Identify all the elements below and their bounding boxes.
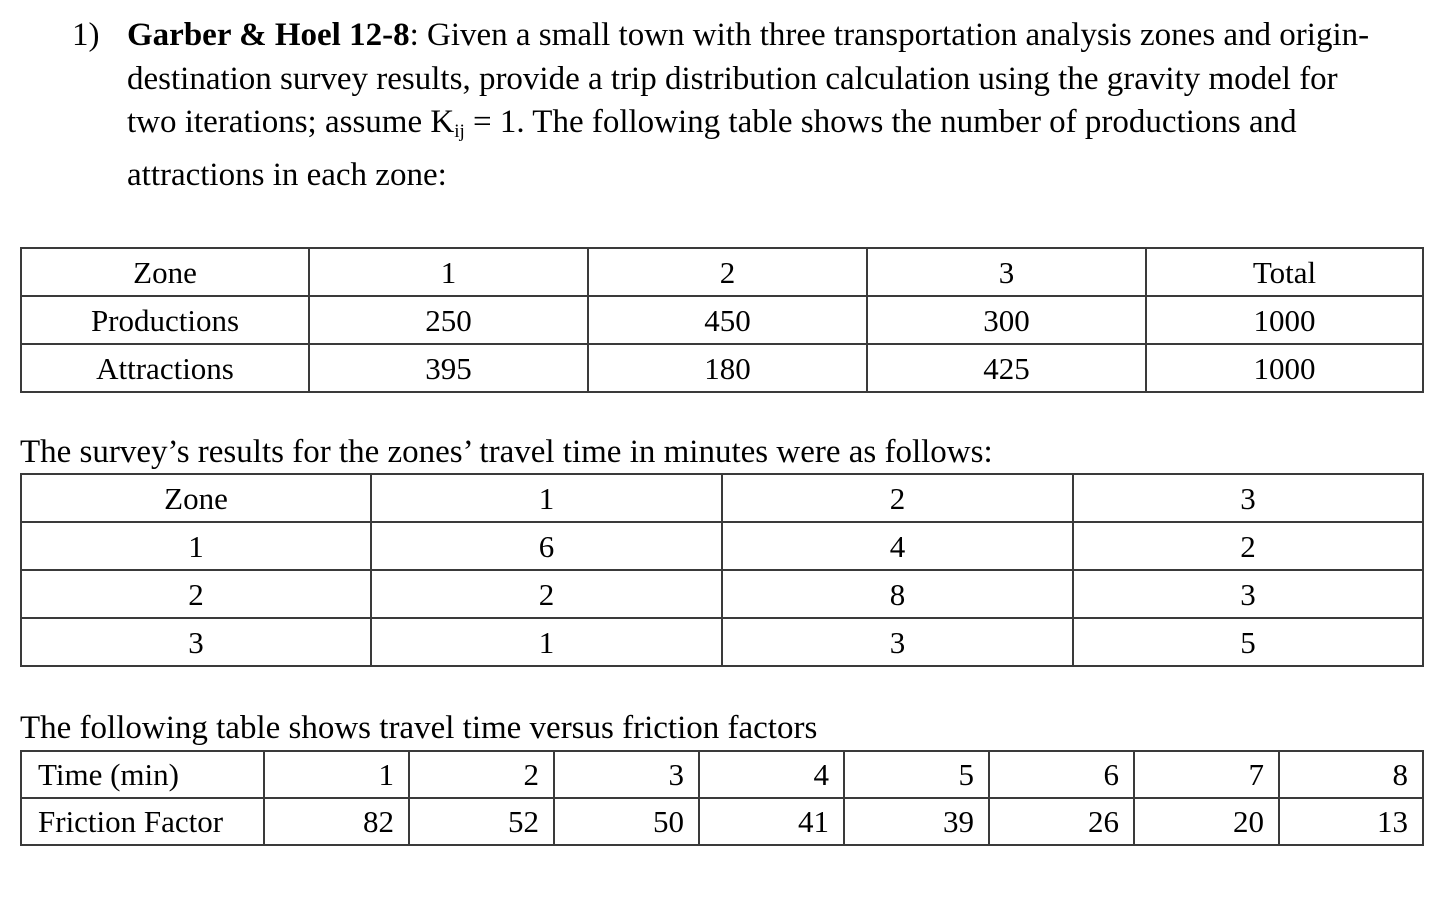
header-cell: Zone <box>21 474 371 522</box>
header-cell: 3 <box>1073 474 1423 522</box>
table-cell: 50 <box>554 798 699 845</box>
table-cell: 4 <box>722 522 1073 570</box>
k-subscript: ij <box>454 121 465 142</box>
table-cell: 13 <box>1279 798 1423 845</box>
header-cell: 2 <box>722 474 1073 522</box>
table-cell: 1000 <box>1146 296 1423 344</box>
table-row <box>21 570 1423 618</box>
row-label: 3 <box>21 618 371 666</box>
table-cell: 300 <box>867 296 1146 344</box>
table-cell: 26 <box>989 798 1134 845</box>
table-cell: 41 <box>699 798 844 845</box>
problem-number: 1) <box>72 17 100 53</box>
row-label: Attractions <box>21 344 309 392</box>
table-row <box>21 618 1423 666</box>
table-cell: 2 <box>1073 522 1423 570</box>
table-row-friction <box>21 798 1423 845</box>
row-label: Productions <box>21 296 309 344</box>
productions-attractions-table <box>20 247 1424 393</box>
table-row <box>21 522 1423 570</box>
table-cell: 8 <box>1279 751 1423 798</box>
table-cell: 3 <box>1073 570 1423 618</box>
problem-text-part2: = 1. The following table shows the number of productions and attractions in each zone: <box>127 104 1297 193</box>
row-label: 1 <box>21 522 371 570</box>
table-cell: 6 <box>371 522 722 570</box>
row-label: Time (min) <box>21 751 264 798</box>
table-row-time <box>21 751 1423 798</box>
table-cell: 180 <box>588 344 867 392</box>
table-cell: 39 <box>844 798 989 845</box>
travel-time-caption: The survey’s results for the zones’ travel time in minutes were as follows: <box>20 434 993 470</box>
table-cell: 425 <box>867 344 1146 392</box>
header-cell: 1 <box>309 248 588 296</box>
table-cell: 20 <box>1134 798 1279 845</box>
problem-text-part1: : Given a small town with three transportation analysis zones and origin-destination survey results, provide a trip distribution calculation using the gravity model for two iterations; assume K <box>127 17 1370 140</box>
table-header-row <box>21 248 1423 296</box>
problem-statement <box>72 14 1372 197</box>
table-cell: 1000 <box>1146 344 1423 392</box>
header-cell: 3 <box>867 248 1146 296</box>
table-cell: 1 <box>264 751 409 798</box>
travel-time-table <box>20 473 1424 667</box>
table-cell: 250 <box>309 296 588 344</box>
table-cell: 5 <box>844 751 989 798</box>
table-row <box>21 296 1423 344</box>
table-header-row <box>21 474 1423 522</box>
table-cell: 2 <box>409 751 554 798</box>
table-cell: 450 <box>588 296 867 344</box>
friction-factor-table <box>20 750 1424 846</box>
header-cell: Total <box>1146 248 1423 296</box>
table-cell: 82 <box>264 798 409 845</box>
table-cell: 6 <box>989 751 1134 798</box>
header-cell: 2 <box>588 248 867 296</box>
table-cell: 2 <box>371 570 722 618</box>
table-cell: 5 <box>1073 618 1423 666</box>
header-cell: Zone <box>21 248 309 296</box>
table-cell: 4 <box>699 751 844 798</box>
table-cell: 52 <box>409 798 554 845</box>
row-label: 2 <box>21 570 371 618</box>
header-cell: 1 <box>371 474 722 522</box>
table-cell: 395 <box>309 344 588 392</box>
table-cell: 3 <box>554 751 699 798</box>
table-cell: 7 <box>1134 751 1279 798</box>
row-label: Friction Factor <box>21 798 264 845</box>
table-cell: 3 <box>722 618 1073 666</box>
table-row <box>21 344 1423 392</box>
table-cell: 1 <box>371 618 722 666</box>
problem-source-title: Garber & Hoel 12-8 <box>127 17 410 53</box>
table-cell: 8 <box>722 570 1073 618</box>
problem-text <box>127 14 1372 197</box>
friction-factor-caption: The following table shows travel time versus friction factors <box>20 710 818 746</box>
